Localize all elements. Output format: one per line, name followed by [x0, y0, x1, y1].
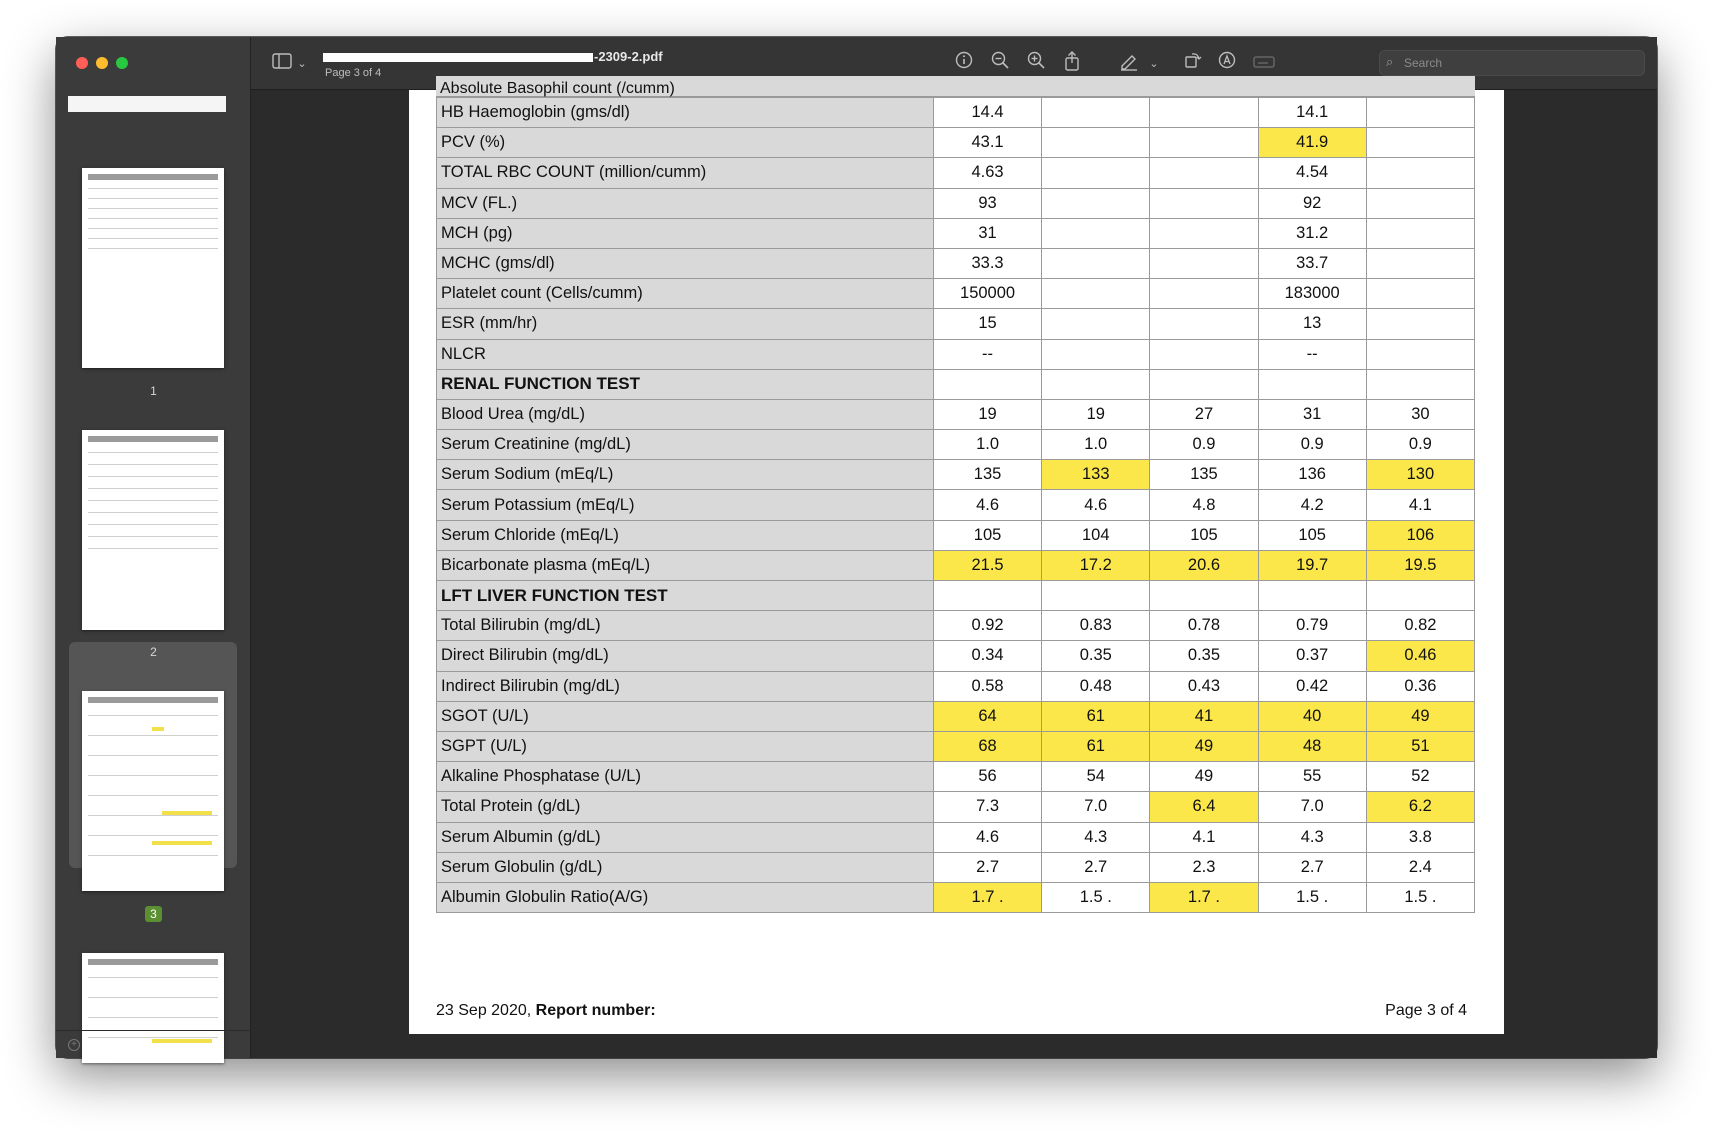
result-value-cell [1042, 248, 1150, 278]
clipped-table-row [436, 76, 1475, 97]
table-row [437, 279, 1475, 309]
thumb-line [88, 977, 218, 978]
result-value-cell: 150000 [933, 279, 1041, 309]
result-value-cell [1366, 248, 1474, 278]
result-value-cell: 31 [1258, 399, 1366, 429]
section-heading: RENAL FUNCTION TEST [437, 369, 934, 399]
result-value-cell: 49 [1150, 762, 1258, 792]
result-value-cell: 1.0 [1042, 430, 1150, 460]
table-row [437, 731, 1475, 761]
result-value-cell: 93 [933, 188, 1041, 218]
test-name-cell: PCV (%) [437, 128, 934, 158]
thumb-line [88, 775, 218, 776]
result-value-cell: 64 [933, 701, 1041, 731]
result-value-cell: 0.9 [1366, 430, 1474, 460]
result-value-cell [1150, 98, 1258, 128]
result-value-cell: 48 [1258, 731, 1366, 761]
test-name-cell: NLCR [437, 339, 934, 369]
table-row [437, 611, 1475, 641]
table-row [437, 852, 1475, 882]
result-value-cell: 21.5 [933, 550, 1041, 580]
result-value-cell: 30 [1366, 399, 1474, 429]
result-value-cell: 56 [933, 762, 1041, 792]
result-value-cell [1042, 128, 1150, 158]
result-value-cell: 7.0 [1042, 792, 1150, 822]
thumbnail-label-3: 3 [56, 907, 251, 921]
test-name-cell: Platelet count (Cells/cumm) [437, 279, 934, 309]
result-value-cell: 2.7 [933, 852, 1041, 882]
report-number-label: Report number: [535, 1002, 656, 1019]
result-value-cell: 6.4 [1150, 792, 1258, 822]
test-name-cell: Direct Bilirubin (mg/dL) [437, 641, 934, 671]
thumb-header-bar [88, 697, 218, 703]
result-value-cell: 17.2 [1042, 550, 1150, 580]
result-value-cell: 13 [1258, 309, 1366, 339]
result-value-cell: 20.6 [1150, 550, 1258, 580]
result-value-cell [1042, 218, 1150, 248]
thumbnail-page-1[interactable] [82, 168, 224, 368]
highlight-pen-icon[interactable] [1116, 51, 1142, 77]
table-row [437, 490, 1475, 520]
result-value-cell: 133 [1042, 460, 1150, 490]
result-value-cell: 0.92 [933, 611, 1041, 641]
add-icon[interactable]: + [68, 1039, 80, 1051]
result-value-cell: 2.3 [1150, 852, 1258, 882]
zoom-in-icon[interactable] [1023, 51, 1049, 77]
result-value-cell: 3.8 [1366, 822, 1474, 852]
table-row [437, 98, 1475, 128]
previous-page-thumbnail-edge[interactable] [68, 96, 226, 112]
result-value-cell [1150, 158, 1258, 188]
document-title: -2309-2.pdf [323, 49, 663, 64]
result-value-cell: 0.48 [1042, 671, 1150, 701]
thumb-line [88, 476, 218, 477]
test-name-cell: Serum Chloride (mEq/L) [437, 520, 934, 550]
rotate-icon[interactable] [1180, 51, 1206, 77]
result-value-cell: 4.6 [933, 490, 1041, 520]
thumb-line [88, 248, 218, 249]
result-value-cell: 0.34 [933, 641, 1041, 671]
zoom-out-icon[interactable] [987, 51, 1013, 77]
result-value-cell: 1.5 . [1258, 882, 1366, 912]
result-value-cell: 4.54 [1258, 158, 1366, 188]
result-value-cell [1150, 128, 1258, 158]
result-value-cell [1042, 98, 1150, 128]
result-value-cell [1366, 158, 1474, 188]
table-row [437, 882, 1475, 912]
result-value-cell [1150, 218, 1258, 248]
result-value-cell: 105 [1258, 520, 1366, 550]
result-value-cell: 14.4 [933, 98, 1041, 128]
pdf-page [409, 80, 1504, 1034]
report-date: 23 Sep 2020, [436, 1002, 532, 1019]
table-row [437, 671, 1475, 701]
close-window-button[interactable] [76, 57, 88, 69]
result-value-cell: 31.2 [1258, 218, 1366, 248]
thumb-highlight [152, 841, 212, 845]
result-value-cell: 4.2 [1258, 490, 1366, 520]
thumbnail-page-3[interactable] [82, 691, 224, 891]
result-value-cell: 4.6 [1042, 490, 1150, 520]
table-row [437, 430, 1475, 460]
lab-results-table [436, 97, 1475, 913]
result-value-cell: 0.58 [933, 671, 1041, 701]
result-value-cell: 4.6 [933, 822, 1041, 852]
test-name-cell: MCH (pg) [437, 218, 934, 248]
test-name-cell: ESR (mm/hr) [437, 309, 934, 339]
minimize-window-button[interactable] [96, 57, 108, 69]
test-name-cell: Serum Sodium (mEq/L) [437, 460, 934, 490]
result-value-cell: 183000 [1258, 279, 1366, 309]
test-name-cell: TOTAL RBC COUNT (million/cumm) [437, 158, 934, 188]
thumb-line [88, 548, 218, 549]
result-value-cell [1366, 279, 1474, 309]
table-row [437, 248, 1475, 278]
thumbnail-page-2[interactable] [82, 430, 224, 630]
result-value-cell [1042, 369, 1150, 399]
thumbnail-label-2: 2 [150, 645, 157, 659]
result-value-cell [1150, 339, 1258, 369]
result-value-cell: 14.1 [1258, 98, 1366, 128]
table-row [437, 792, 1475, 822]
result-value-cell: 31 [933, 218, 1041, 248]
result-value-cell: 104 [1042, 520, 1150, 550]
redacted-filename [323, 53, 593, 62]
thumb-header-bar [88, 959, 218, 965]
thumb-line [88, 198, 218, 199]
info-icon[interactable] [951, 51, 977, 77]
test-name-cell: Serum Globulin (g/dL) [437, 852, 934, 882]
result-value-cell [1366, 98, 1474, 128]
result-value-cell [1366, 309, 1474, 339]
result-value-cell: 105 [1150, 520, 1258, 550]
result-value-cell: 0.42 [1258, 671, 1366, 701]
table-row [437, 128, 1475, 158]
test-name-cell: Serum Potassium (mEq/L) [437, 490, 934, 520]
result-value-cell: 6.2 [1366, 792, 1474, 822]
result-value-cell: 0.37 [1258, 641, 1366, 671]
result-value-cell: 136 [1258, 460, 1366, 490]
thumbnail-sidebar [56, 37, 251, 1058]
result-value-cell [1150, 248, 1258, 278]
result-value-cell [1150, 581, 1258, 611]
share-icon[interactable] [1059, 51, 1085, 77]
result-value-cell: 43.1 [933, 128, 1041, 158]
result-value-cell [1258, 581, 1366, 611]
thumb-line [88, 815, 218, 816]
result-value-cell: 1.0 [933, 430, 1041, 460]
search-input[interactable] [1404, 54, 1634, 72]
result-value-cell: 0.83 [1042, 611, 1150, 641]
result-value-cell: 2.7 [1042, 852, 1150, 882]
result-value-cell [1366, 369, 1474, 399]
table-row [437, 218, 1475, 248]
test-name-cell: Albumin Globulin Ratio(A/G) [437, 882, 934, 912]
test-name-cell: SGPT (U/L) [437, 731, 934, 761]
result-value-cell: 1.7 . [1150, 882, 1258, 912]
result-value-cell [1042, 309, 1150, 339]
result-value-cell [1150, 369, 1258, 399]
thumb-highlight [162, 811, 212, 815]
result-value-cell [1042, 279, 1150, 309]
thumb-line [88, 452, 218, 453]
test-name-cell: MCHC (gms/dl) [437, 248, 934, 278]
thumb-line [88, 997, 218, 998]
result-value-cell: 61 [1042, 731, 1150, 761]
test-name-cell: HB Haemoglobin (gms/dl) [437, 98, 934, 128]
result-value-cell [1366, 581, 1474, 611]
table-row [437, 822, 1475, 852]
result-value-cell [1042, 581, 1150, 611]
result-value-cell: 4.1 [1150, 822, 1258, 852]
result-value-cell: 92 [1258, 188, 1366, 218]
result-value-cell: 1.5 . [1366, 882, 1474, 912]
thumb-line [88, 512, 218, 513]
result-value-cell: 7.3 [933, 792, 1041, 822]
test-name-cell: Indirect Bilirubin (mg/dL) [437, 671, 934, 701]
result-value-cell [1042, 339, 1150, 369]
table-row [437, 550, 1475, 580]
section-heading: LFT LIVER FUNCTION TEST [437, 581, 934, 611]
thumb-highlight [152, 727, 164, 731]
form-icon [1251, 51, 1277, 77]
result-value-cell: 106 [1366, 520, 1474, 550]
table-row [437, 641, 1475, 671]
table-row [437, 309, 1475, 339]
table-section-row [437, 581, 1475, 611]
test-name-cell: Alkaline Phosphatase (U/L) [437, 762, 934, 792]
test-name-cell: SGOT (U/L) [437, 701, 934, 731]
result-value-cell: 4.63 [933, 158, 1041, 188]
result-value-cell: 52 [1366, 762, 1474, 792]
result-value-cell: 4.1 [1366, 490, 1474, 520]
result-value-cell: 40 [1258, 701, 1366, 731]
result-value-cell: 2.7 [1258, 852, 1366, 882]
test-name-cell: Serum Creatinine (mg/dL) [437, 430, 934, 460]
thumb-line [88, 835, 218, 836]
result-value-cell: 0.35 [1042, 641, 1150, 671]
result-value-cell [1150, 188, 1258, 218]
result-value-cell [1042, 188, 1150, 218]
result-value-cell: 15 [933, 309, 1041, 339]
result-value-cell: 61 [1042, 701, 1150, 731]
thumb-line [88, 238, 218, 239]
result-value-cell: -- [1258, 339, 1366, 369]
thumb-line [88, 1017, 218, 1018]
result-value-cell: 2.4 [1366, 852, 1474, 882]
thumb-line [88, 218, 218, 219]
result-value-cell [1150, 309, 1258, 339]
result-value-cell [1366, 128, 1474, 158]
result-value-cell: 1.5 . [1042, 882, 1150, 912]
result-value-cell: 135 [1150, 460, 1258, 490]
result-value-cell: 33.7 [1258, 248, 1366, 278]
table-row [437, 460, 1475, 490]
result-value-cell [1042, 158, 1150, 188]
result-value-cell: 0.9 [1150, 430, 1258, 460]
thumb-header-bar [88, 436, 218, 442]
table-row [437, 158, 1475, 188]
result-value-cell: 0.46 [1366, 641, 1474, 671]
result-value-cell: 1.7 . [933, 882, 1041, 912]
clipped-row-label: Absolute Basophil count (/cumm) [440, 80, 675, 97]
table-section-row [437, 369, 1475, 399]
result-value-cell: 0.82 [1366, 611, 1474, 641]
thumb-line [88, 228, 218, 229]
document-viewport[interactable] [251, 80, 1657, 1058]
result-value-cell: 7.0 [1258, 792, 1366, 822]
result-value-cell: 55 [1258, 762, 1366, 792]
result-value-cell [1366, 188, 1474, 218]
thumb-line [88, 464, 218, 465]
markup-icon[interactable] [1214, 51, 1240, 77]
result-value-cell: 54 [1042, 762, 1150, 792]
result-value-cell: 41.9 [1258, 128, 1366, 158]
sidebar-footer [56, 1030, 251, 1058]
result-value-cell: 4.3 [1258, 822, 1366, 852]
table-row [437, 399, 1475, 429]
test-name-cell: Total Bilirubin (mg/dL) [437, 611, 934, 641]
result-value-cell [1366, 339, 1474, 369]
result-value-cell: 41 [1150, 701, 1258, 731]
search-box[interactable] [1379, 50, 1645, 76]
test-name-cell: Serum Albumin (g/dL) [437, 822, 934, 852]
chevron-down-icon[interactable]: ⌄ [1149, 58, 1159, 70]
result-value-cell: 4.3 [1042, 822, 1150, 852]
thumb-line [88, 735, 218, 736]
result-value-cell [1258, 369, 1366, 399]
thumbnail-label-1: 1 [150, 384, 157, 398]
zoom-window-button[interactable] [116, 57, 128, 69]
result-value-cell: 19.7 [1258, 550, 1366, 580]
thumb-line [88, 536, 218, 537]
result-value-cell: 0.79 [1258, 611, 1366, 641]
thumb-line [88, 188, 218, 189]
table-row [437, 188, 1475, 218]
result-value-cell [933, 369, 1041, 399]
thumb-line [88, 500, 218, 501]
thumb-line [88, 488, 218, 489]
thumb-header-bar [88, 174, 218, 180]
test-name-cell: Blood Urea (mg/dL) [437, 399, 934, 429]
table-row [437, 701, 1475, 731]
thumb-line [88, 208, 218, 209]
search-icon: ⌕ [1386, 54, 1394, 69]
thumb-line [88, 755, 218, 756]
preview-window [56, 37, 1657, 1058]
table-row [437, 762, 1475, 792]
result-value-cell: 0.9 [1258, 430, 1366, 460]
result-value-cell: 0.35 [1150, 641, 1258, 671]
thumb-line [88, 795, 218, 796]
result-value-cell: 0.78 [1150, 611, 1258, 641]
result-value-cell: 105 [933, 520, 1041, 550]
result-value-cell: 4.8 [1150, 490, 1258, 520]
result-value-cell: 135 [933, 460, 1041, 490]
thumb-line [88, 715, 218, 716]
result-value-cell: -- [933, 339, 1041, 369]
result-value-cell: 19.5 [1366, 550, 1474, 580]
test-name-cell: Total Protein (g/dL) [437, 792, 934, 822]
result-value-cell: 68 [933, 731, 1041, 761]
result-value-cell: 0.43 [1150, 671, 1258, 701]
result-value-cell [1150, 279, 1258, 309]
result-value-cell: 27 [1150, 399, 1258, 429]
result-value-cell [933, 581, 1041, 611]
report-footer-left [436, 1002, 656, 1020]
result-value-cell: 19 [933, 399, 1041, 429]
result-value-cell: 0.36 [1366, 671, 1474, 701]
test-name-cell: MCV (FL.) [437, 188, 934, 218]
thumb-line [88, 855, 218, 856]
table-row [437, 520, 1475, 550]
report-page-number: Page 3 of 4 [1385, 1002, 1467, 1019]
window-controls [76, 57, 128, 69]
result-value-cell: 33.3 [933, 248, 1041, 278]
result-value-cell: 49 [1366, 701, 1474, 731]
result-value-cell: 130 [1366, 460, 1474, 490]
test-name-cell: Bicarbonate plasma (mEq/L) [437, 550, 934, 580]
table-row [437, 339, 1475, 369]
thumb-line [88, 524, 218, 525]
result-value-cell: 19 [1042, 399, 1150, 429]
page-indicator: Page 3 of 4 [325, 67, 382, 79]
result-value-cell: 49 [1150, 731, 1258, 761]
chevron-down-icon[interactable]: ⌄ [297, 58, 307, 70]
result-value-cell: 51 [1366, 731, 1474, 761]
result-value-cell [1366, 218, 1474, 248]
